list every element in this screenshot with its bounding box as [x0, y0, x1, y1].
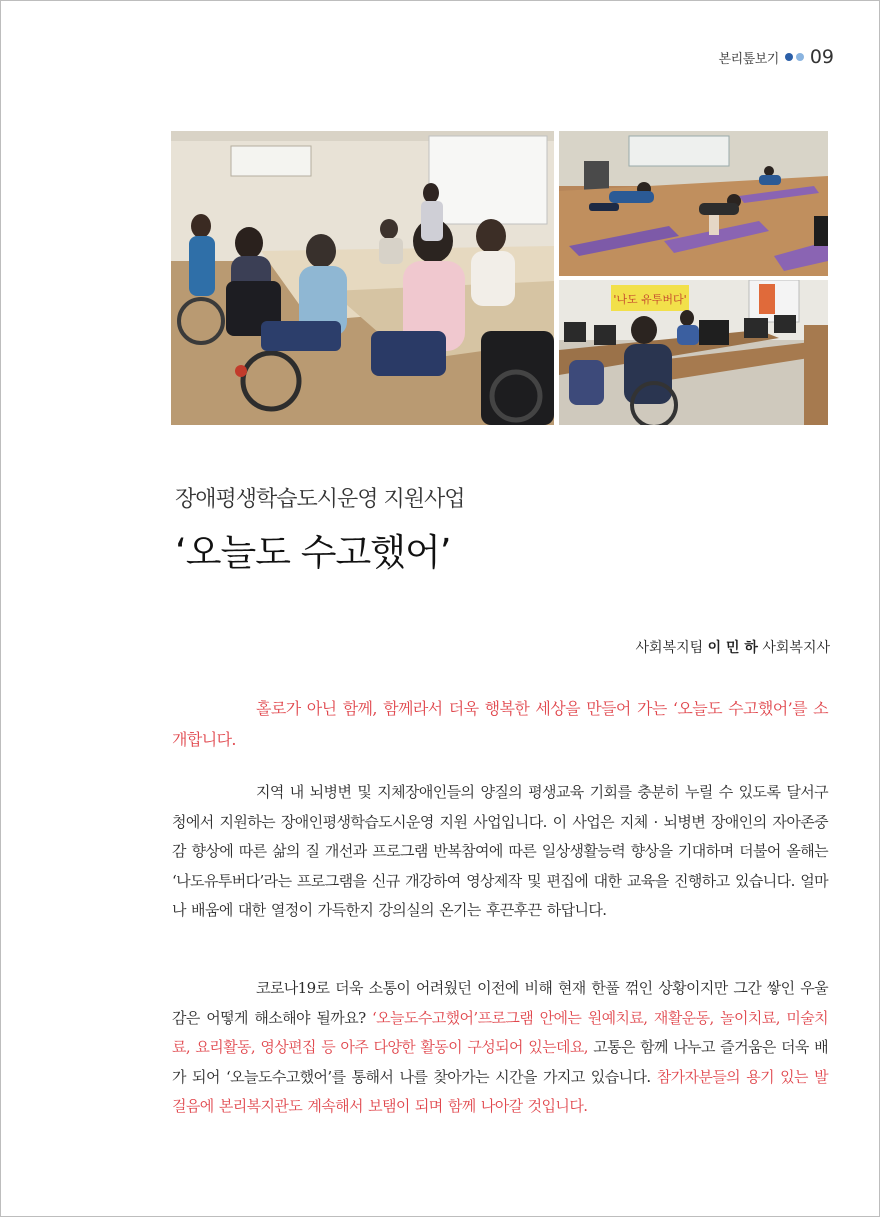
- header-dot-dark: [785, 53, 793, 61]
- banner-text: '나도 유투버다': [613, 293, 687, 306]
- body-paragraph-1: [172, 778, 828, 926]
- byline-team: 사회복지팀: [635, 640, 704, 656]
- paragraph2-text-part3: 고통은 함께 나누고 즐거움은 더욱 배가 되어 ‘오늘도수고했어’를 통해서 나를 찾아가는 시간을 가지고 있습니다.: [172, 1038, 828, 1086]
- body-paragraph-2: [172, 974, 828, 1122]
- byline-name: 이 민 하: [707, 640, 758, 656]
- paragraph1-text: 지역 내 뇌병변 및 지체장애인들의 양질의 평생교육 기회를 충분히 누릴 수 있도록 달서구청에서 지원하는 장애인평생학습도시운영 지원 사업입니다. 이 사업은 지체 · 뇌병변 장애인의 자아존중감 향상에 따른 삶의 질 개선과 프로그램 반복참여에 따른 일상생활능력 향상을 기대하며 더불어 올해는 ‘나도유투버다’라는 프로그램을 신규 개강하여 영상제작 및 편집에 대한 교육을 진행하고 있습니다. 얼마나 배움에 대한 열정이 가득한지 강의실의 온기는 후끈후끈 하답니다.: [172, 783, 828, 919]
- header-dot-light: [796, 53, 804, 61]
- exercise-mat-class-photo: [559, 131, 828, 276]
- classroom-group-photo: [171, 131, 554, 425]
- section-title: 본리톺보기: [718, 51, 779, 67]
- paragraph2-text-part1: 코로나19로 더욱 소통이 어려웠던 이전에 비해 현재 한풀 꺾인 상황이지만 그간 쌓인 우울감은 어떻게 해소해야 될까요?: [172, 979, 828, 1027]
- paragraph2-highlight-activities: ‘오늘도수고했어’프로그램 안에는 원예치료, 재활운동, 놀이치료, 미술치료, 요리활동, 영상편집 등 아주 다양한 활동이 구성되어 있는데요,: [172, 1008, 828, 1056]
- byline: [636, 637, 830, 657]
- computer-lab-class-photo: [559, 280, 828, 425]
- intro-text: 홀로가 아닌 함께, 함께라서 더욱 행복한 세상을 만들어 가는 ‘오늘도 수고했어’를 소개합니다.: [172, 699, 828, 749]
- intro-paragraph: [172, 693, 828, 755]
- article-subtitle: 장애평생학습도시운영 지원사업: [175, 487, 465, 512]
- header-dots: [785, 53, 804, 61]
- page-header: [719, 44, 834, 70]
- paragraph2-highlight-closing: 참가자분들의 용기 있는 발걸음에 본리복지관도 계속해서 보탬이 되며 함께 나아갈 것입니다.: [172, 1067, 828, 1115]
- article-title: ‘오늘도 수고했어’: [175, 531, 451, 574]
- page-number: 09: [809, 46, 834, 68]
- byline-role: 사회복지사: [762, 640, 830, 656]
